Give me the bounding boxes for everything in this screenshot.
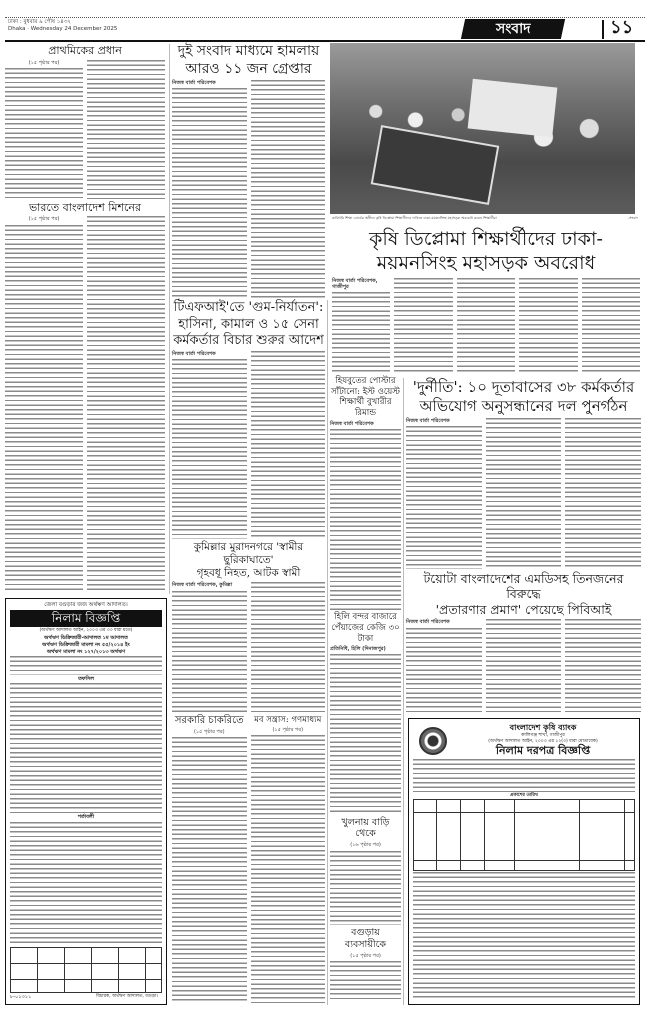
article-columns: [172, 582, 325, 712]
krishi-article: [332, 228, 640, 372]
notice-body-text: [413, 872, 635, 1000]
article-headline: [332, 228, 640, 276]
continued-label: (১৫ পৃষ্ঠার পর): [28, 216, 60, 223]
article-body-text: [5, 225, 83, 592]
article-byline: নিজস্ব বার্তা পরিবেশক: [406, 417, 450, 424]
notice-case: অর্থঋণ মামলা নং ১২৭/২০১৩ অর্থঋণ: [46, 649, 126, 655]
article-columns: [5, 60, 165, 199]
article-body-text: [394, 278, 452, 373]
article-headline: [172, 43, 325, 78]
continued-label: (১৫ পৃষ্ঠার পর): [193, 729, 225, 735]
photo-credit: -সংবাদ: [627, 216, 638, 220]
article-byline: নিজস্ব বার্তা পরিবেশক: [172, 351, 216, 358]
article-column: [251, 582, 326, 712]
headline-line: কর্মকর্তার বিচার শুরুর আদেশ: [173, 332, 324, 348]
left-column: [5, 44, 165, 592]
article-byline: নিজস্ব বার্তা পরিবেশক: [172, 80, 216, 86]
bank-auction-notice: [408, 718, 640, 1005]
newspaper-logo: [461, 19, 565, 39]
article-body-text: [330, 851, 401, 925]
protest-photo: [330, 43, 635, 214]
column-divider: [327, 300, 328, 1005]
article-column: [172, 80, 247, 298]
article-columns: [406, 418, 641, 569]
article-body-text: [519, 278, 577, 373]
article-column: [406, 619, 482, 712]
article-headline: [172, 541, 325, 580]
article-columns: [172, 351, 325, 539]
article-body-text: [172, 591, 247, 713]
article-headline: [330, 376, 401, 419]
article-byline: প্রতিনিধি, হিলি (দিনাজপুর): [330, 646, 386, 653]
placard: [468, 79, 558, 138]
continued-label: (১৫ পৃষ্ঠার পর): [272, 727, 304, 734]
article-body-text: [251, 80, 326, 298]
notice-serial: ৮-০১৩১১: [10, 993, 32, 1000]
headline-line: টয়োটা বাংলাদেশের এমডিসহ তিনজনের বিরুদ্ধে: [423, 570, 624, 602]
article-body-text: [251, 735, 326, 1003]
article-column: [5, 60, 83, 199]
article-body-text: [486, 619, 562, 712]
headline-line: পেঁয়াজের কেজি ৩০ টাকা: [331, 622, 400, 644]
article-byline: নিজস্ব বার্তা পরিবেশক: [330, 420, 374, 427]
article-column: [251, 80, 326, 298]
article-column: [394, 278, 452, 373]
photo-caption: কারিগরি শিক্ষা বোর্ডের অধীনে কৃষি ডিপ্লোমা শিক্ষার্থীদের দাবিতে ঢাকা-ময়মনসিংহ মহাসড়ক অবরোধ করেন শিক্ষার্থীরা: [332, 216, 497, 220]
center-left-column: [172, 43, 325, 1003]
article-column: [172, 582, 247, 712]
bank-notice-heading: [451, 723, 635, 758]
headline-line: 'দুর্নীতি': ১০ দূতাবাসের ৩৮ কর্মকর্তার: [412, 378, 635, 396]
headline-line: অভিযোগ অনুসন্ধানের দল পুনর্গঠন: [419, 396, 628, 415]
headline-line: হিযবুতের পোস্টার: [335, 376, 396, 386]
article-headline: সরকারি চাকরিতে: [174, 714, 244, 726]
continued-label: (১৫ পৃষ্ঠার পর): [28, 59, 60, 66]
notice-footer: [10, 994, 162, 1000]
bank-logo: [419, 727, 447, 755]
notice-case: অর্থঋণ ডিক্রিজারী মামলা নং ৫৫/২০১৪ ইং: [42, 641, 130, 648]
header-dotted-rule: [5, 17, 645, 18]
headline-line: দুই সংবাদ মাধ্যমে হামলায়: [177, 43, 320, 59]
article-body-text: [330, 961, 401, 1002]
notice-law: (অর্থঋণ আদালত আইন, ২০০৩ এর ৩৩ ধারা মতে): [39, 627, 133, 633]
article-body-text: [87, 60, 165, 199]
continued-label: (১৬ পৃষ্ঠার পর): [350, 842, 381, 849]
article-body-text: [582, 278, 640, 373]
article-govt-job: [172, 715, 247, 1004]
page-number: ১১: [610, 17, 634, 38]
article-column: [486, 619, 562, 712]
header-dateline: [8, 19, 308, 33]
article-column: [565, 619, 641, 712]
article-column: [582, 278, 640, 373]
notice-body-text: [10, 656, 162, 674]
article-headline: [406, 571, 641, 618]
header-rule: [5, 40, 645, 42]
header-date-en: Dhaka · Wednesday 24 December 2025: [8, 25, 118, 32]
article-column: [332, 278, 390, 373]
article-body-text: [332, 292, 390, 372]
notice-body-text: [413, 759, 635, 792]
headline-line: হাসিনা, কামাল ও ১৫ সেনা: [178, 316, 319, 332]
headline-line: হিলি বন্দর বাজারে: [334, 612, 397, 623]
headline-line: শিক্ষার্থী বুখারীর রিমান্ড: [339, 397, 392, 418]
article-byline: নিজস্ব বার্তা পরিবেশক: [406, 619, 450, 626]
article-headline: বগুড়ায় ব্যবসায়ীকে: [344, 927, 387, 950]
article-column: [565, 418, 641, 569]
table-heading: প্রকাশের তারিখ: [510, 792, 538, 798]
headline-line: সাঁটানো: ইস্ট ওয়েস্ট: [331, 386, 400, 397]
article-byline: নিজস্ব বার্তা পরিবেশক, গাজীপুর: [332, 277, 378, 290]
article-headline: [330, 612, 401, 644]
headline-line: 'প্রতারণার প্রমাণ' পেয়েছে পিবিআই: [435, 601, 612, 617]
logo-text: সংবাদ: [495, 21, 531, 37]
page-number-divider: [602, 20, 604, 39]
article-column: [5, 216, 83, 592]
article-headline: [406, 378, 641, 416]
bank-notice-header: [413, 723, 635, 758]
headline-line: আরও ১১ জন গ্রেপ্তার: [185, 60, 312, 77]
article-columns: [5, 216, 165, 592]
article-mob: [251, 715, 326, 1004]
article-body-text: [172, 359, 247, 539]
article-body-text: [406, 426, 482, 569]
bank-name: বাংলাদেশ কৃষি ব্যাংক: [509, 723, 577, 732]
auction-notice: [5, 598, 167, 1005]
article-body-text: [406, 628, 482, 712]
bank-branch: কালিগঞ্জ শাখা, গাজীপুর: [521, 733, 565, 738]
article-body-text: [251, 351, 326, 539]
right-column: [406, 378, 641, 712]
headline-line: ময়মনসিংহ মহাসড়ক অবরোধ: [376, 251, 596, 274]
article-column: [519, 278, 577, 373]
article-column: [457, 278, 515, 373]
article-column: [87, 216, 165, 592]
article-columns: [406, 619, 641, 712]
notice-conditions-label: শর্তাবলী: [77, 814, 95, 821]
article-byline: নিজস্ব বার্তা পরিবেশক, কুমিল্লা: [172, 582, 233, 589]
article-headline: ভারতে বাংলাদেশ মিশনের: [28, 200, 142, 214]
continued-label: (১৫ পৃষ্ঠার পর): [350, 952, 381, 959]
bank-notice-title: নিলাম দরপত্র বিজ্ঞপ্তি: [495, 744, 591, 758]
column-divider: [403, 378, 404, 1005]
article-column: [406, 418, 482, 569]
article-body-text: [251, 582, 326, 712]
notice-schedule-label: তফসিল: [78, 675, 94, 682]
article-body-text: [5, 68, 83, 199]
narrow-column: [330, 376, 401, 1002]
headline-line: গৃহবধূ নিহত, আটক স্বামী: [196, 567, 301, 580]
article-body-text: [172, 88, 247, 298]
article-body-text: [330, 654, 401, 814]
notice-schedule-table: [10, 947, 162, 993]
notice-signature: বিচারক, অর্থঋণ আদালত, বগুড়া।: [96, 994, 158, 1000]
headline-line: কুমিল্লার মুরাদনগরে 'স্বামীর ছুরিকাঘাতে': [193, 541, 304, 567]
article-body-text: [486, 418, 562, 569]
article-column: [172, 351, 247, 539]
article-column: [486, 418, 562, 569]
article-columns: [172, 80, 325, 298]
article-body-text: [565, 418, 641, 569]
header-date-bn: ঢাকা : বুধবার ৯ পৌষ ১৪৩২: [8, 19, 71, 25]
notice-body-text: [10, 822, 162, 946]
article-column: [87, 60, 165, 199]
article-column: [251, 351, 326, 539]
photo-caption-row: [332, 216, 638, 220]
notice-title: নিলাম বিজ্ঞপ্তি: [10, 610, 162, 627]
article-headline: খুলনায় বাড়ি থেকে: [341, 816, 390, 840]
notice-court: জেলা বগুড়ার জজ অর্থঋণ আদালত।: [44, 602, 128, 608]
notice-case: অর্থঋণ ডিক্রিজারী-আদালত ১ম আদালত: [44, 634, 128, 641]
article-columns: [172, 715, 325, 1004]
bank-law: (অর্থঋণ আদালত আইন, ২০০৩ এর ১২(৩) ধারা মোতাবেক): [488, 738, 598, 744]
article-columns: [332, 278, 640, 373]
auction-table: [413, 799, 635, 871]
headline-line: টিএফআই'তে 'গুম-নির্যাতন':: [173, 300, 324, 316]
article-body-text: [330, 429, 401, 611]
article-body-text: [457, 278, 515, 373]
article-body-text: [87, 216, 165, 592]
notice-body-text: [10, 683, 162, 814]
headline-line: কৃষি ডিপ্লোমা শিক্ষার্থীদের ঢাকা-: [369, 228, 603, 250]
article-headline: প্রাথমিকের প্রধান: [48, 44, 122, 57]
article-body-text: [565, 619, 641, 712]
article-headline: মব সন্ত্রাস: গণমাধ্যম: [254, 714, 322, 725]
article-body-text: [172, 737, 247, 1003]
column-divider: [169, 44, 170, 594]
article-headline: [172, 300, 325, 349]
